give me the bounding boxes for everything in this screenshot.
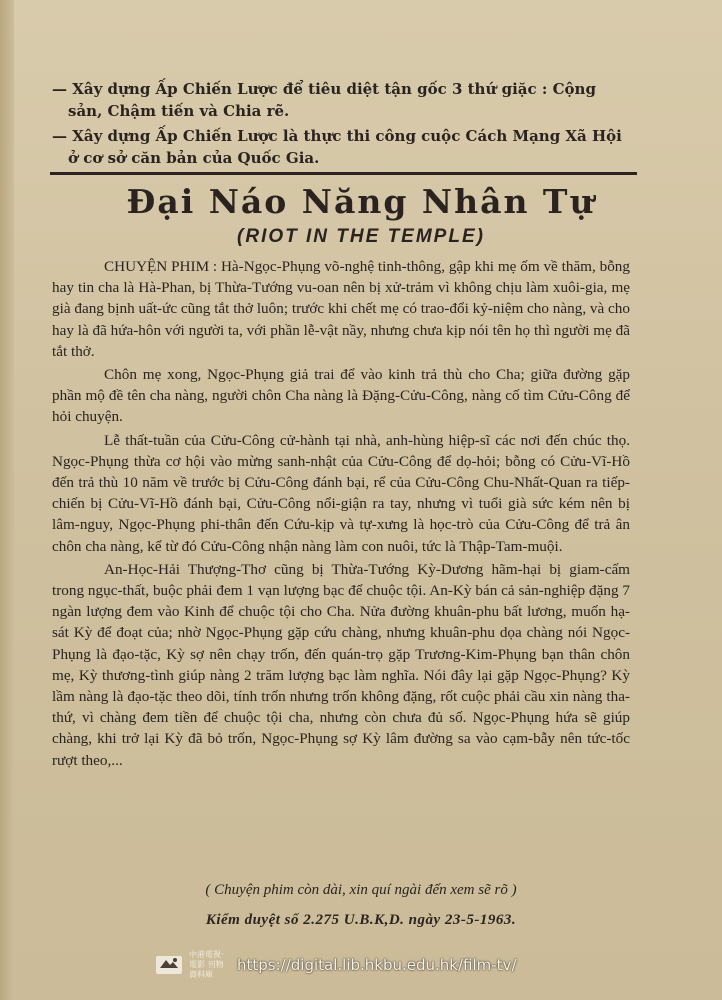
film-subtitle: (RIOT IN THE TEMPLE)	[237, 226, 485, 247]
page-edge	[0, 0, 14, 1000]
slogan-1: — Xây dựng Ấp Chiến Lược để tiêu diệt tận gốc 3 thứ giặc : Cộng sản, Chậm tiến và Chia rẽ.	[52, 80, 596, 120]
watermark-url: https://digital.lib.hkbu.edu.hk/film-tv/	[237, 956, 517, 974]
continued-note: ( Chuyện phim còn dài, xin quí ngài đến xem sẽ rõ )	[205, 882, 517, 898]
slogan-2: — Xây dựng Ấp Chiến Lược là thực thi công cuộc Cách Mạng Xã Hội ở cơ sở căn bản của Quốc Gia.	[52, 127, 622, 167]
synopsis-paragraph-2: Chôn mẹ xong, Ngọc-Phụng giả trai để vào kinh trả thù cho Cha; giữa đường gặp phần mộ đề tên cha nàng, người chôn Cha nàng là Đặng-Cửu-Công, nàng cố tìm Cửu-Công để hỏi chuyện.	[52, 366, 630, 426]
library-logo-icon	[155, 953, 183, 977]
film-title: Đại Náo Năng Nhân Tự	[126, 182, 596, 221]
slogan-list	[52, 78, 632, 172]
censorship-line: Kiểm duyệt số 2.275 U.B.K,D. ngày 23-5-1963.	[205, 912, 517, 928]
synopsis	[52, 256, 630, 773]
synopsis-paragraph-1: CHUYỆN PHIM : Hà-Ngọc-Phụng võ-nghệ tinh-thông, gập khi mẹ ốm về thăm, bỗng hay tin cha là Hà-Phan, bị Thừa-Tướng vu-oan nên bị xử-trảm vì không chịu làm xuôi-gia, mẹ già đang bịnh uất-ức cũng tắt thở luôn; trước khi chết mẹ có trao-đổi kỷ-niệm cho nàng, và cho hay là đã hứa-hôn với người ta, với phần lễ-vật nầy, nhưng chưa kịp nói tên họ thì người mẹ đã tắt thở.	[52, 258, 630, 360]
watermark-org-name: 中港電視‧電影 刊物資料庫	[189, 950, 224, 979]
library-watermark	[155, 950, 517, 980]
synopsis-paragraph-3: Lễ thất-tuần của Cửu-Công cử-hành tại nhà, anh-hùng hiệp-sĩ các nơi đến chúc thọ. Ngọc-Phụng thừa cơ hội vào mừng sanh-nhật của Cửu-Công để dọ-hỏi; bỗng có Cửu-Vĩ-Hồ đến trả thù 10 năm về trước bị Cửu-Công đánh bại, rể của Cửu-Công Chu-Nhất-Quan ra tiếp-chiến bị Cửu-Vĩ-Hồ đánh bại, Cửu-Công nổi-giận ra tay, nhưng vì tuổi già sức kém nên bị lâm-nguy, Ngọc-Phụng phi-thân đến Cứu-kịp và tự-xưng là học-trò của Cửu-Công để trả ân chôn cha nàng, kể từ đó Cửu-Công nhận nàng làm con nuôi, tức là Thập-Tam-muội.	[52, 431, 630, 555]
divider-rule	[50, 172, 637, 175]
synopsis-paragraph-4: An-Học-Hải Thượng-Thơ cũng bị Thừa-Tướng Kỳ-Dương hãm-hại bị giam-cấm trong ngục-thất, buộc phải đem 1 vạn lượng bạc để chuộc tội. An-Kỳ bán cả sản-nghiệp đặng 7 ngàn lượng đem vào Kinh để chuộc tội cho Cha. Nửa đường khuân-phu bất lương, muốn hạ-sát Kỳ để đoạt của; nhờ Ngọc-Phụng gặp cứu chàng, nhưng khuân-phu dọa chàng nói Ngọc-Phụng là đạo-tặc, Kỳ sợ nên chạy trốn, đến quán-trọ gặp Trương-Kim-Phụng bạn thân chôn mẹ, Kỳ thương-tình giúp nàng 2 trăm lượng bạc làm nghĩa. Nói đây lại gặp Ngọc-Phụng? Kỳ lầm nàng là đạo-tặc theo dõi, tính trốn nhưng trốn không đặng, rốt cuộc phải cầu xin nàng tha-thứ, vì chàng đem tiền để chuộc tội cha, nhưng còn chưa đủ số. Ngọc-Phụng hứa sẽ giúp chàng, khi trở lại Kỳ đã bỏ trốn, Ngọc-Phụng sợ Kỳ lâm đường sa vào cạm-bẫy nên tức-tốc rượt theo,...	[52, 560, 630, 769]
